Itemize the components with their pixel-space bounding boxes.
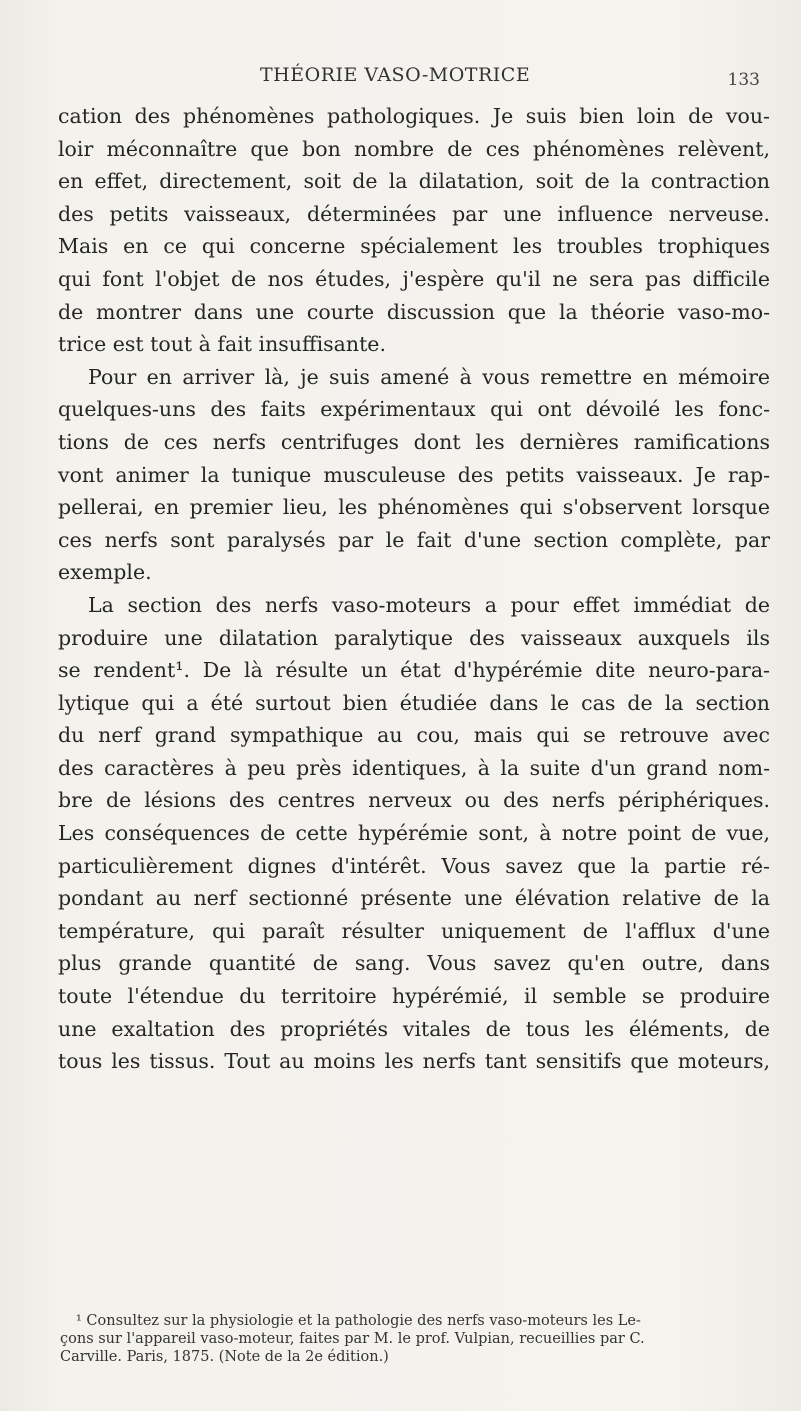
footnote-line: çons sur l'appareil vaso-moteur, faites par M. le prof. Vulpian, recueillies par C.: [60, 1331, 645, 1347]
text-line: loir méconnaître que bon nombre de ces phénomènes relèvent,: [58, 136, 770, 161]
text-line: exemple.: [58, 560, 152, 585]
text-line: tous les tissus. Tout au moins les nerfs tant sensitifs que moteurs,: [58, 1049, 770, 1074]
text-line: du nerf grand sympathique au cou, mais qui se retrouve avec: [58, 723, 770, 748]
text-line: particulièrement dignes d'intérêt. Vous savez que la partie ré-: [58, 853, 770, 878]
footnote-line: Carville. Paris, 1875. (Note de la 2e édition.): [60, 1349, 389, 1365]
text-line: tions de ces nerfs centrifuges dont les dernières ramifications: [58, 429, 770, 454]
text-line: bre de lésions des centres nerveux ou des nerfs périphériques.: [58, 788, 770, 813]
footnote: [60, 1312, 770, 1366]
text-line: pondant au nerf sectionné présente une élévation relative de la: [58, 886, 770, 911]
text-line: ces nerfs sont paralysés par le fait d'une section complète, par: [58, 527, 770, 552]
text-line: cation des phénomènes pathologiques. Je suis bien loin de vou-: [58, 104, 770, 128]
text-line: une exaltation des propriétés vitales de tous les éléments, de: [58, 1016, 770, 1041]
text-line: qui font l'objet de nos études, j'espère qu'il ne sera pas difficile: [58, 266, 770, 291]
text-line: de montrer dans une courte discussion que la théorie vaso-mo-: [58, 299, 770, 324]
text-line: quelques-uns des faits expérimentaux qui ont dévoilé les fonc-: [58, 397, 770, 422]
text-line: vont animer la tunique musculeuse des petits vaisseaux. Je rap-: [58, 462, 770, 487]
text-line: Les conséquences de cette hypérémie sont, à notre point de vue,: [58, 821, 770, 846]
text-line: trice est tout à fait insuffisante.: [58, 332, 386, 357]
text-line: toute l'étendue du territoire hypérémié, il semble se produire: [58, 984, 770, 1009]
footnote-line: ¹ Consultez sur la physiologie et la pathologie des nerfs vaso-moteurs les Le-: [76, 1313, 641, 1329]
text-line: lytique qui a été surtout bien étudiée dans le cas de la section: [58, 690, 770, 715]
text-line: Mais en ce qui concerne spécialement les troubles trophiques: [58, 234, 770, 259]
running-head: THÉORIE VASO-MOTRICE: [260, 64, 531, 86]
text-line: Pour en arriver là, je suis amené à vous remettre en mémoire: [88, 364, 770, 389]
text-line: température, qui paraît résulter uniquement de l'afflux d'une: [58, 918, 770, 943]
text-line: des petits vaisseaux, déterminées par une influence nerveuse.: [58, 201, 770, 226]
text-line: plus grande quantité de sang. Vous savez qu'en outre, dans: [58, 951, 770, 976]
text-line: en effet, directement, soit de la dilatation, soit de la contraction: [58, 169, 770, 194]
text-line: La section des nerfs vaso-moteurs a pour effet immédiat de: [88, 592, 770, 617]
page-header: [60, 64, 760, 94]
body-text: [58, 100, 770, 1078]
page-number: 133: [727, 70, 760, 90]
text-line: des caractères à peu près identiques, à la suite d'un grand nom-: [58, 755, 770, 780]
text-line: se rendent¹. De là résulte un état d'hypérémie dite neuro-para-: [58, 658, 770, 683]
text-line: produire une dilatation paralytique des vaisseaux auxquels ils: [58, 625, 770, 650]
text-line: pellerai, en premier lieu, les phénomènes qui s'observent lorsque: [58, 495, 770, 520]
